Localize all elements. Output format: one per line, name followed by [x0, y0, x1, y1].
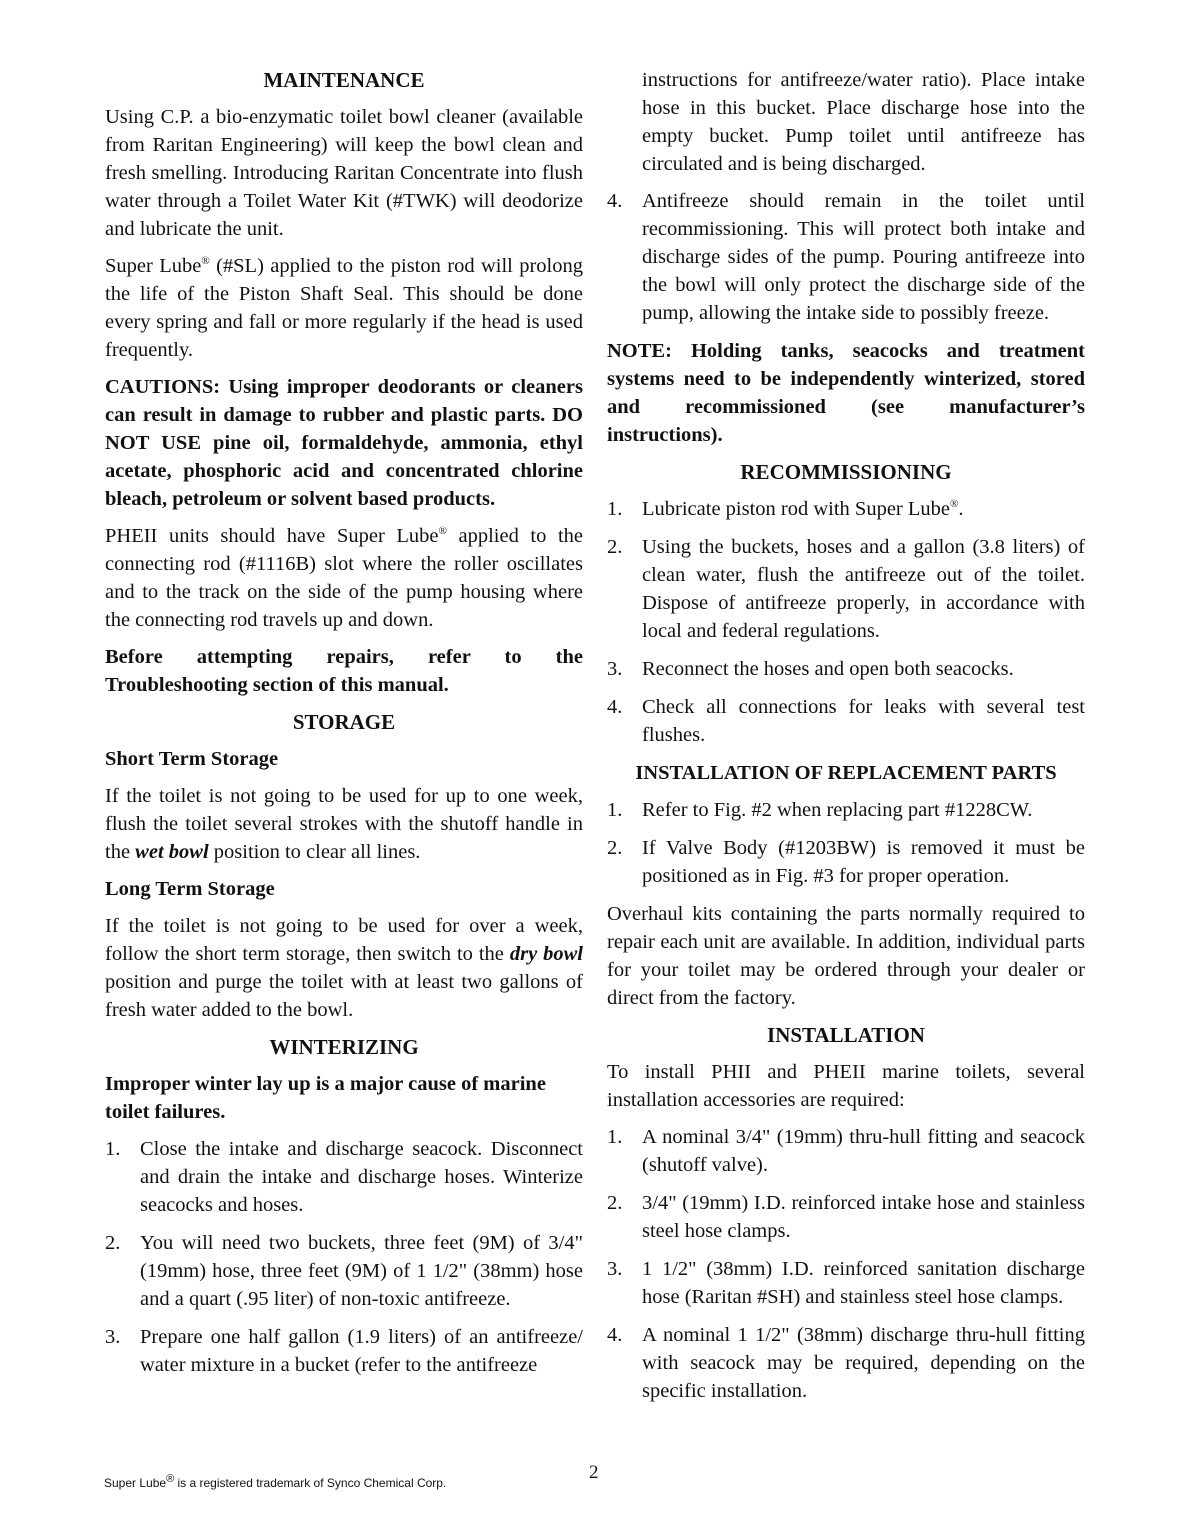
installation-replacement-parts-heading: INSTALLATION OF REPLACEMENT PARTS	[635, 762, 1057, 784]
recommissioning-heading: RECOMMISSIONING	[740, 460, 952, 484]
text-span: Lubricate piston rod with Super Lube	[642, 498, 951, 520]
registered-mark: ®	[950, 498, 959, 511]
list-text: Reconnect the hoses and open both seacocks.	[642, 658, 1014, 680]
list-text: Check all connections for leaks with several test flushes.	[642, 696, 1085, 746]
short-term-storage-heading: Short Term Storage	[105, 748, 279, 770]
list-item	[607, 1321, 1085, 1405]
list-text: A nominal 1 1/2" (38mm) discharge thru-hull fitting with seacock may be required, depending on the specific installation.	[642, 1324, 1085, 1402]
long-term-storage-paragraph	[105, 912, 583, 1024]
text-span: PHEII units should have Super Lube	[105, 525, 439, 547]
text-span: applied to the connecting rod (#1116B) slot where the roller oscillates and to the track on the side of the pump housing where the connecting rod travels up and down.	[105, 525, 583, 631]
left-column	[105, 66, 583, 1389]
winterizing-item-3-continued: instructions for antifreeze/water ratio). Place intake hose in this bucket. Place discharge hose into the empty bucket. Pump toilet until antifreeze has circulated and is being discharged.	[642, 69, 1085, 175]
list-item	[105, 1323, 583, 1379]
list-item	[607, 655, 1085, 683]
list-item	[607, 533, 1085, 645]
list-text: Prepare one half gallon (1.9 liters) of an antifreeze/ water mixture in a bucket (refer to the antifreeze	[140, 1326, 583, 1376]
list-number: 4.	[607, 190, 623, 212]
list-number: 4.	[607, 1324, 623, 1346]
maintenance-paragraph-1: Using C.P. a bio-enzymatic toilet bowl cleaner (available from Raritan Engineering) will keep the bowl clean and fresh smelling. Introducing Raritan Concentrate into flush water through a Toilet Water Kit (#TWK) will deodorize and lubricate the unit.	[105, 106, 583, 240]
installation-heading: INSTALLATION	[767, 1023, 925, 1047]
trademark-footnote	[104, 1473, 447, 1490]
list-number: 1.	[105, 1138, 121, 1160]
overhaul-paragraph: Overhaul kits containing the parts normally required to repair each unit are available. In addition, individual parts for your toilet may be ordered through your dealer or direct from the factory.	[607, 903, 1085, 1009]
installation-intro: To install PHII and PHEII marine toilets, several installation accessories are required:	[607, 1061, 1085, 1111]
text-span: If the toilet is not going to be used for up to one week, flush the toilet several strokes with the shutoff handle in the	[105, 785, 583, 863]
list-text: Refer to Fig. #2 when replacing part #1228CW.	[642, 799, 1033, 821]
page-number: 2	[589, 1462, 599, 1483]
list-number: 2.	[607, 837, 623, 859]
list-text: Antifreeze should remain in the toilet until recommissioning. This will protect both intake and discharge sides of the pump. Pouring antifreeze into the bowl will only protect the discharge side of the pump, allowing the intake side to possibly freeze.	[642, 190, 1085, 324]
text-span: .	[958, 498, 964, 520]
text-span: position to clear all lines.	[208, 841, 421, 863]
maintenance-paragraph-2	[105, 252, 583, 364]
list-item	[607, 1255, 1085, 1311]
text-span: If the toilet is not going to be used for over a week, follow the short term storage, then switch to the	[105, 915, 583, 965]
short-term-storage-paragraph	[105, 782, 583, 866]
list-text: A nominal 3/4" (19mm) thru-hull fitting and seacock (shutoff valve).	[642, 1126, 1085, 1176]
winterizing-intro: Improper winter lay up is a major cause of marine toilet failures.	[105, 1073, 546, 1123]
registered-mark: ®	[201, 255, 210, 268]
list-number: 3.	[105, 1326, 121, 1348]
list-number: 2.	[607, 1192, 623, 1214]
text-span: (#SL) applied to the piston rod will prolong the life of the Piston Shaft Seal. This should be done every spring and fall or more regularly if the head is used frequently.	[105, 255, 583, 361]
list-item	[607, 495, 1085, 523]
list-number: 2.	[607, 536, 623, 558]
winterizing-heading: WINTERIZING	[269, 1035, 419, 1059]
text-span: Super Lube	[105, 255, 202, 277]
list-item	[607, 834, 1085, 890]
list-item	[607, 1189, 1085, 1245]
list-number: 3.	[607, 1258, 623, 1280]
maintenance-heading: MAINTENANCE	[263, 68, 425, 92]
list-number: 1.	[607, 799, 623, 821]
list-number: 3.	[607, 658, 623, 680]
registered-mark: ®	[166, 1473, 175, 1485]
list-text: Using the buckets, hoses and a gallon (3.8 liters) of clean water, flush the antifreeze out of the toilet. Dispose of antifreeze properly, in accordance with local and federal regulations.	[642, 536, 1085, 642]
list-text: Close the intake and discharge seacock. Disconnect and drain the intake and discharge hoses. Winterize seacocks and hoses.	[140, 1138, 583, 1216]
storage-heading: STORAGE	[292, 710, 396, 734]
wet-bowl-emphasis: wet bowl	[135, 841, 209, 863]
list-item	[105, 1229, 583, 1313]
list-number: 1.	[607, 498, 623, 520]
long-term-storage-heading: Long Term Storage	[105, 878, 275, 900]
list-text: You will need two buckets, three feet (9M) of 3/4" (19mm) hose, three feet (9M) of 1 1/2" (38mm) hose and a quart (.95 liter) of non-toxic antifreeze.	[140, 1232, 583, 1310]
cautions-paragraph: CAUTIONS: Using improper deodorants or cleaners can result in damage to rubber and plastic parts. DO NOT USE pine oil, formaldehyde, ammonia, ethyl acetate, phosphoric acid and concentrated chlorine bleach, petroleum or solvent based products.	[105, 376, 583, 510]
text-span: is a registered trademark of Synco Chemical Corp.	[174, 1476, 447, 1490]
list-number: 4.	[607, 696, 623, 718]
pheii-paragraph	[105, 522, 583, 634]
right-column	[607, 66, 1085, 1415]
list-item	[607, 693, 1085, 749]
list-item	[607, 187, 1085, 327]
note-paragraph: NOTE: Holding tanks, seacocks and treatment systems need to be independently winterized, stored and recommissioned (see manufacturer’s instructions).	[607, 340, 1085, 446]
list-number: 1.	[607, 1126, 623, 1148]
before-repairs-note: Before attempting repairs, refer to the Troubleshooting section of this manual.	[105, 646, 583, 696]
text-span: position and purge the toilet with at least two gallons of fresh water added to the bowl.	[105, 971, 583, 1021]
list-text: 3/4" (19mm) I.D. reinforced intake hose and stainless steel hose clamps.	[642, 1192, 1085, 1242]
list-item	[105, 1135, 583, 1219]
list-item	[607, 1123, 1085, 1179]
list-number: 2.	[105, 1232, 121, 1254]
text-span: Super Lube	[104, 1476, 167, 1490]
dry-bowl-emphasis: dry bowl	[509, 943, 583, 965]
list-text: If Valve Body (#1203BW) is removed it must be positioned as in Fig. #3 for proper operation.	[642, 837, 1085, 887]
list-item	[607, 796, 1085, 824]
list-text: 1 1/2" (38mm) I.D. reinforced sanitation discharge hose (Raritan #SH) and stainless steel hose clamps.	[642, 1258, 1085, 1308]
registered-mark: ®	[438, 525, 447, 538]
